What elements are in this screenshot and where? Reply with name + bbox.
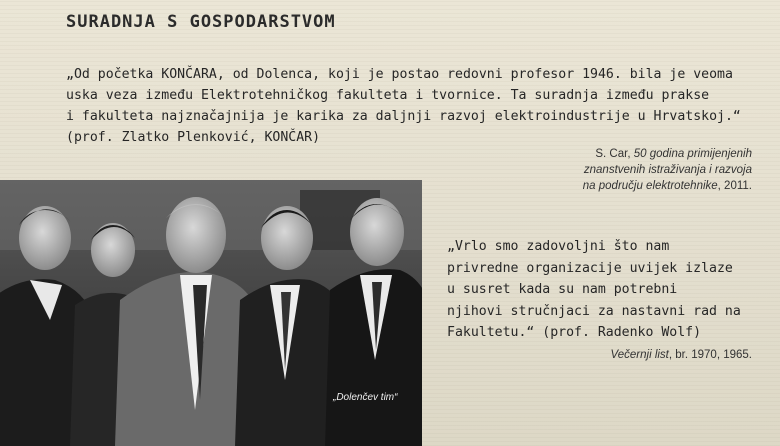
citation-title-line: znanstvenih istraživanja i razvoja: [583, 164, 752, 176]
quote-line: Fakultetu.“ (prof. Radenko Wolf): [447, 325, 702, 340]
photo-caption: „Dolenčev tim“: [333, 392, 398, 403]
quote-wolf: [447, 236, 767, 344]
citation-paper: Večernji list: [610, 349, 669, 361]
quote-line: i fakulteta najznačajnija je karika za daljnji razvoj elektroindustrije u Hrvatskoj.“: [66, 109, 741, 124]
quote-line: „Vrlo smo zadovoljni što nam: [447, 239, 670, 254]
quote-line: u susret kada su nam potrebni: [447, 282, 678, 297]
quote-line: „Od početka KONČARA, od Dolenca, koji je postao redovni profesor 1946. bila je veoma: [66, 67, 733, 82]
section-title: SURADNJA S GOSPODARSTVOM: [66, 12, 336, 32]
source-citation-car: [452, 146, 752, 194]
quote-line: privredne organizacije uvijek izlaze: [447, 260, 733, 276]
citation-year: , 2011.: [717, 180, 752, 192]
team-photo: [0, 180, 422, 446]
citation-title-line: na području elektrotehnike: [582, 180, 718, 192]
citation-details: , br. 1970, 1965.: [668, 349, 752, 361]
quote-plenkovic: [66, 64, 766, 148]
quote-line: njihovi stručnjaci za nastavni rad na: [447, 303, 741, 319]
citation-title-line: 50 godina primijenjenih: [633, 148, 752, 160]
citation-author: S. Car,: [595, 148, 631, 160]
quote-line: uska veza između Elektrotehničkog fakulteta i tvornice. Ta suradnja između prakse: [66, 88, 710, 103]
source-citation-vecernji: [611, 349, 753, 361]
quote-attribution: (prof. Zlatko Plenković, KONČAR): [66, 130, 321, 145]
